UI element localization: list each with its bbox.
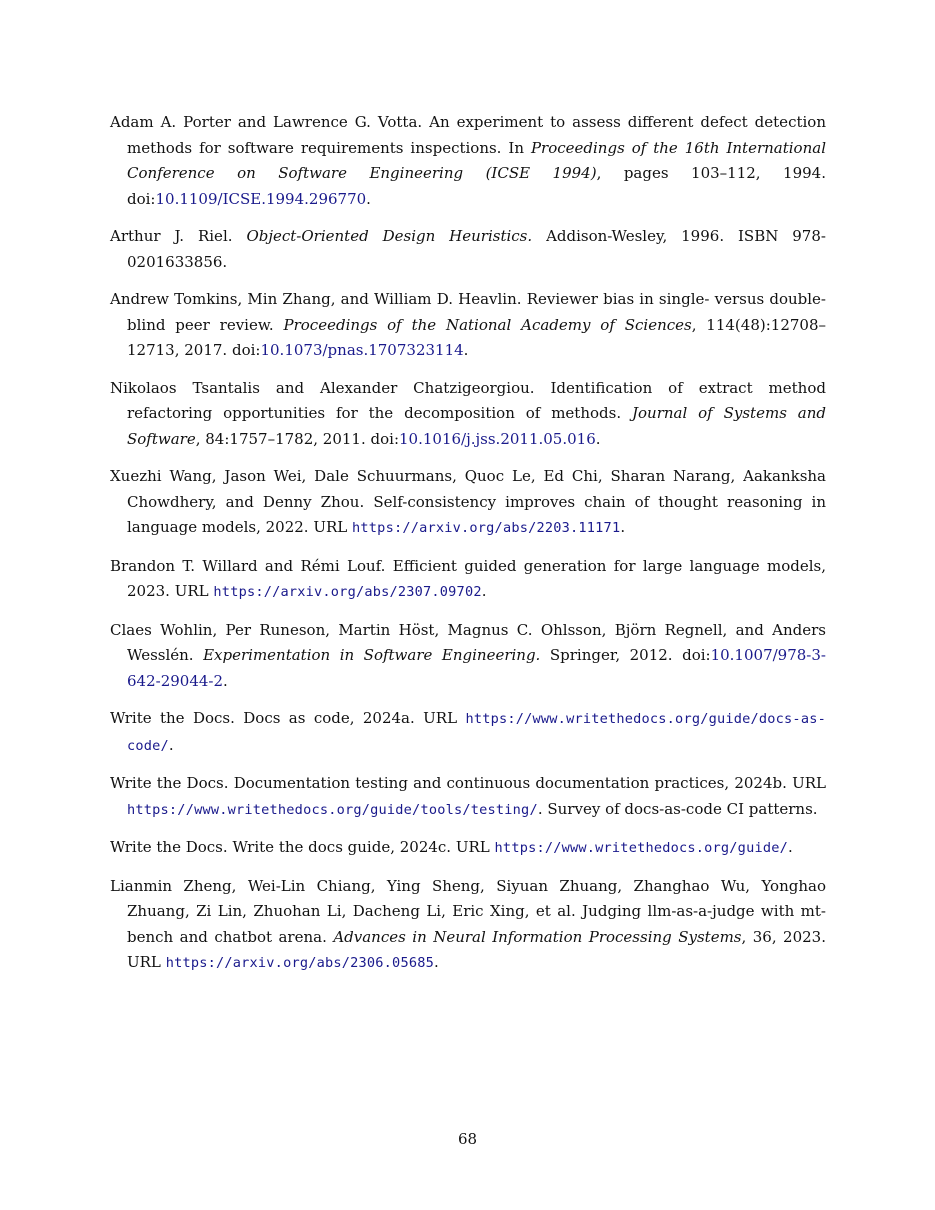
doi-link[interactable]: 10.1016/j.jss.2011.05.016 (399, 429, 596, 448)
reference-end: . (788, 838, 793, 856)
reference-title: An experiment to assess different defect detection methods for software requirements inspections. (127, 113, 826, 157)
doi-link[interactable]: 10.1109/ICSE.1994.296770 (155, 189, 367, 208)
reference-item (110, 554, 826, 606)
reference-venue: Experimentation in Software Engineering. (203, 646, 541, 664)
reference-item (110, 376, 826, 453)
url-link[interactable]: https://arxiv.org/abs/2203.11171 (352, 520, 621, 536)
reference-item (110, 110, 826, 212)
reference-venue: Proceedings of the 16th International Conference on Software Engineering (ICSE 1994) (127, 138, 826, 182)
reference-details: , 84:1757–1782, 2011. (195, 429, 366, 448)
reference-list (110, 110, 826, 989)
reference-authors: Claes Wohlin, Per Runeson, Martin Höst, Magnus C. Ohlsson, Björn Regnell, and Anders Wesslén. (110, 620, 826, 664)
reference-id-prefix: URL (423, 709, 458, 727)
reference-title: Efficient guided generation for large language models, 2023. (127, 556, 826, 600)
reference-end: . (433, 953, 439, 971)
reference-id-prefix: doi: (370, 429, 399, 448)
reference-authors: Write the Docs. (110, 774, 229, 792)
reference-title: Identification of extract method refactoring opportunities for the decomposition of methods. (127, 378, 826, 422)
page-number: 68 (457, 1130, 478, 1148)
reference-end: . (481, 582, 487, 600)
reference-authors: Arthur J. Riel. (110, 227, 233, 245)
reference-id-prefix: doi: (127, 189, 156, 208)
reference-id-prefix: URL (455, 838, 490, 856)
reference-id-prefix: doi: (231, 341, 261, 359)
reference-item (110, 706, 826, 759)
reference-item (110, 287, 826, 364)
url-link[interactable]: https://www.writethedocs.org/guide/ (494, 840, 788, 856)
reference-authors: Nikolaos Tsantalis and Alexander Chatzigeorgiou. (110, 378, 535, 397)
reference-authors: Brandon T. Willard and Rémi Louf. (110, 556, 386, 575)
reference-venue: Journal of Systems and Software (127, 404, 826, 448)
reference-end: . (463, 341, 469, 359)
reference-venue: Object-Oriented Design Heuristics. (246, 227, 533, 245)
url-link[interactable]: https://www.writethedocs.org/guide/tools/testing/ (127, 801, 538, 818)
reference-authors: Adam A. Porter and Lawrence G. Votta. (110, 113, 423, 131)
reference-item (110, 874, 826, 977)
reference-id-prefix: URL (174, 582, 209, 600)
reference-title: Judging llm-as-a-judge with mt-bench and chatbot arena. (127, 902, 826, 946)
reference-item (110, 618, 826, 695)
reference-end: . (168, 735, 174, 754)
reference-title: Docs as code, 2024a. (243, 709, 415, 727)
reference-item (110, 224, 826, 275)
reference-authors: Write the Docs. (110, 838, 228, 856)
doi-link[interactable]: 10.1007/978-3-642-29044-2 (127, 646, 826, 690)
reference-title: Documentation testing and continuous documentation practices, 2024b. (233, 774, 787, 792)
reference-title: Write the docs guide, 2024c. (232, 838, 452, 856)
reference-end: . (223, 671, 228, 690)
reference-end: . (366, 189, 371, 208)
reference-item (110, 835, 826, 862)
reference-id-prefix: URL (127, 953, 161, 971)
reference-id-prefix: doi: (682, 646, 711, 664)
reference-details: , pages 103–112, 1994. (596, 164, 826, 182)
reference-authors: Xuezhi Wang, Jason Wei, Dale Schuurmans, Quoc Le, Ed Chi, Sharan Narang, Aakanksha Chowdhery, and Denny Zhou. (110, 467, 826, 511)
reference-authors: Andrew Tomkins, Min Zhang, and William D. Heavlin. (110, 290, 522, 308)
reference-title: Reviewer bias in single- versus double-blind peer review. (127, 290, 826, 334)
reference-end: . Survey of docs-as-code CI patterns. (537, 799, 818, 818)
reference-end: . (620, 518, 626, 536)
reference-id-prefix: URL (792, 774, 826, 792)
reference-details: Addison-Wesley, 1996. ISBN 978-0201633856. (127, 227, 826, 271)
reference-details: , 114(48):12708–12713, 2017. (127, 315, 826, 359)
reference-details: , 36, 2023. (741, 927, 826, 946)
url-link[interactable]: https://arxiv.org/abs/2307.09702 (213, 584, 482, 600)
reference-authors: Write the Docs. (110, 709, 235, 727)
reference-in: In (508, 138, 524, 157)
doi-link[interactable]: 10.1073/pnas.1707323114 (260, 341, 464, 359)
url-link[interactable]: https://www.writethedocs.org/guide/docs-as-code/ (127, 711, 826, 754)
url-link[interactable]: https://arxiv.org/abs/2306.05685 (165, 955, 434, 971)
reference-item (110, 464, 826, 542)
reference-authors: Lianmin Zheng, Wei-Lin Chiang, Ying Sheng, Siyuan Zhuang, Zhanghao Wu, Yonghao Zhuang, Zi Lin, Zhuohan Li, Dacheng Li, Eric Xing, et al. (110, 876, 826, 920)
reference-venue: Advances in Neural Information Processing Systems (333, 927, 742, 946)
reference-item (110, 771, 826, 823)
reference-id-prefix: URL (313, 518, 348, 536)
reference-title: Self-consistency improves chain of thought reasoning in language models, 2022. (127, 492, 826, 536)
reference-venue: Proceedings of the National Academy of Sciences (283, 315, 692, 334)
reference-details: Springer, 2012. (549, 646, 673, 664)
reference-end: . (595, 429, 601, 448)
